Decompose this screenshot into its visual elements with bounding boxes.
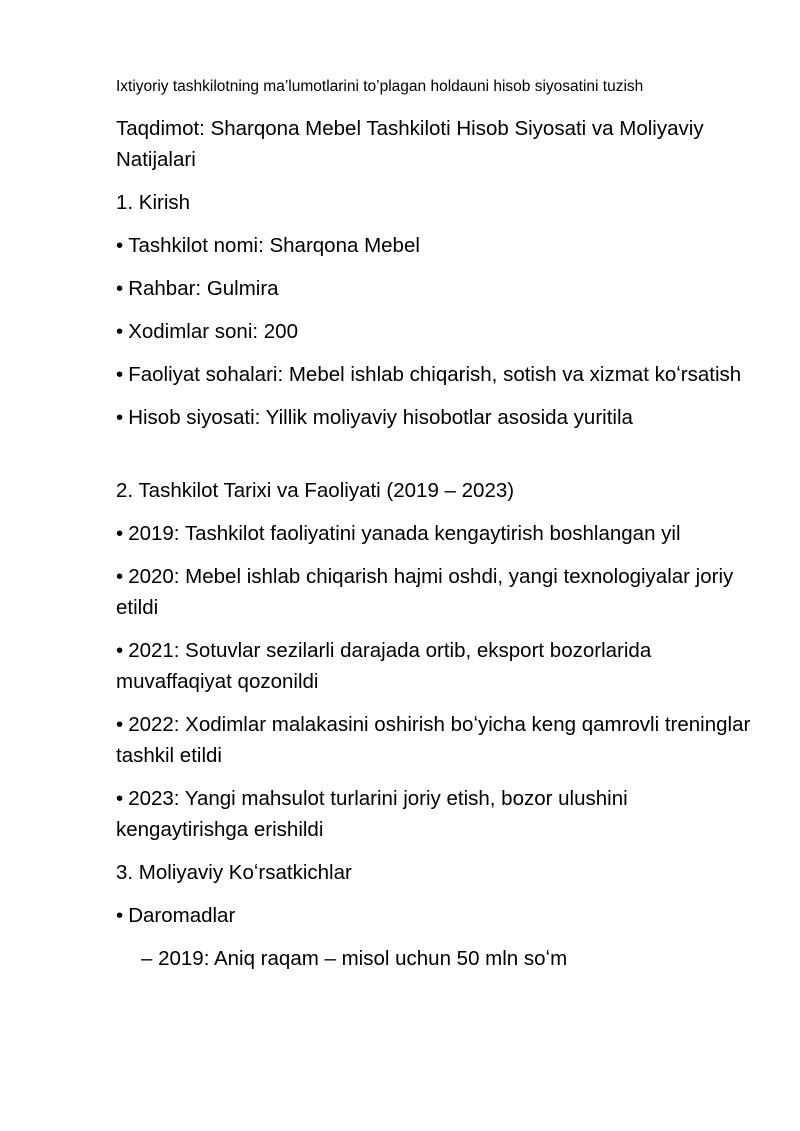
list-item-text: 2020: Mebel ishlab chiqarish hajmi oshdi, yangi texnologiyalar joriy etildi: [116, 565, 734, 619]
bullet-icon: •: [116, 565, 124, 588]
list-item: [116, 230, 756, 261]
list-item: [116, 635, 756, 697]
list-item: [116, 359, 756, 390]
list-item: [116, 900, 756, 931]
section-heading-financials: 3. Moliyaviy Koʻrsatkichlar: [116, 861, 352, 884]
list-item-text: Daromadlar: [128, 904, 236, 927]
list-item: [116, 402, 756, 433]
bullet-icon: •: [116, 904, 124, 927]
list-item: [116, 316, 756, 347]
list-item-text: Tashkilot nomi: Sharqona Mebel: [128, 234, 420, 257]
list-item: [116, 273, 756, 304]
list-item: [116, 783, 756, 845]
list-item-text: 2019: Tashkilot faoliyatini yanada kengaytirish boshlangan yil: [128, 522, 681, 545]
bullet-icon: •: [116, 320, 124, 343]
sub-list-item: – 2019: Aniq raqam – misol uchun 50 mln soʻm: [141, 947, 568, 970]
bullet-icon: •: [116, 522, 124, 545]
bullet-icon: •: [116, 639, 124, 662]
list-item-text: 2022: Xodimlar malakasini oshirish boʻyicha keng qamrovli treninglar tashkil etildi: [116, 713, 751, 767]
list-item-text: Faoliyat sohalari: Mebel ishlab chiqarish, sotish va xizmat koʻrsatish: [128, 363, 742, 386]
document-subtitle: Ixtiyoriy tashkilotning ma’lumotlarini to’plagan holdauni hisob siyosatini tuzish: [116, 78, 644, 95]
list-item: [116, 561, 756, 623]
bullet-icon: •: [116, 406, 124, 429]
document-title: Taqdimot: Sharqona Mebel Tashkiloti Hisob Siyosati va Moliyaviy Natijalari: [116, 117, 704, 171]
list-item-text: Rahbar: Gulmira: [128, 277, 279, 300]
list-item-text: Hisob siyosati: Yillik moliyaviy hisobotlar asosida yuritila: [128, 406, 633, 429]
document-content: [116, 76, 756, 986]
bullet-icon: •: [116, 787, 124, 810]
list-item: [116, 709, 756, 771]
section-heading-intro: 1. Kirish: [116, 191, 191, 214]
bullet-icon: •: [116, 713, 124, 736]
bullet-icon: •: [116, 234, 124, 257]
list-item-text: Xodimlar soni: 200: [128, 320, 298, 343]
bullet-icon: •: [116, 363, 124, 386]
list-item-text: 2023: Yangi mahsulot turlarini joriy etish, bozor ulushini kengaytirishga erishildi: [116, 787, 628, 841]
bullet-icon: •: [116, 277, 124, 300]
list-item-text: 2021: Sotuvlar sezilarli darajada ortib, eksport bozorlarida muvaffaqiyat qozonildi: [116, 639, 652, 693]
section-heading-history: 2. Tashkilot Tarixi va Faoliyati (2019 – 2023): [116, 479, 515, 502]
list-item: [116, 518, 756, 549]
